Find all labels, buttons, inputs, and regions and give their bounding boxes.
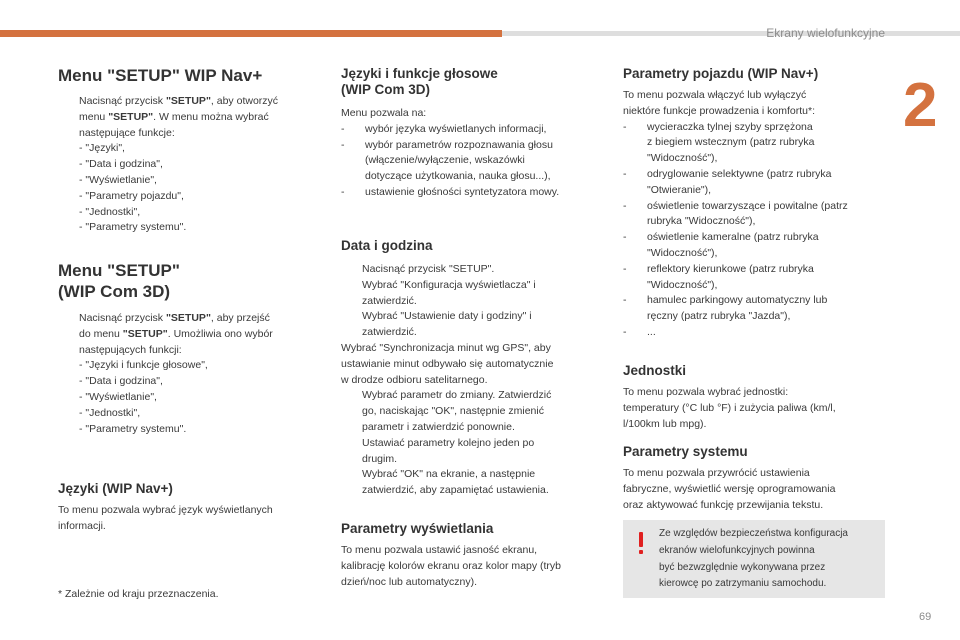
list-item: - "Języki", xyxy=(79,142,125,155)
heading-setup-com3d: Menu "SETUP" (WIP Com 3D) xyxy=(58,261,180,301)
heading-vehicle-params: Parametry pojazdu (WIP Nav+) xyxy=(623,66,819,81)
units-body: To menu pozwala wybrać jednostki: temperatury (°C lub °F) i zużycia paliwa (km/l, l/100km lub mpg). xyxy=(623,386,836,430)
heading-system-params: Parametry systemu xyxy=(623,444,748,459)
list-item: Wybrać "Ustawienie daty i godziny" i xyxy=(362,310,532,323)
setup-com3d-body: Nacisnąć przycisk "SETUP", aby przejść do menu "SETUP". Umożliwia ono wybór następujących funkcji: - "Języki i funkcje głosowe", - "Data i godzina", - "Wyświetlanie", - "Jednostki", - "Parametry systemu". xyxy=(58,311,320,437)
languages-nav-body: To menu pozwala wybrać język wyświetlanych informacji. xyxy=(58,504,273,532)
exclamation-icon xyxy=(636,532,646,554)
system-params-body: To menu pozwala przywrócić ustawienia fabryczne, wyświetlić wersję oprogramowania oraz aktywować funkcję przewijania tekstu. xyxy=(623,467,836,511)
list-item: Wybrać "Konfiguracja wyświetlacza" i xyxy=(362,278,536,291)
footnote: * Zależnie od kraju przeznaczenia. xyxy=(58,588,219,600)
list-item: Ustawiać parametry kolejno jeden po xyxy=(362,436,535,449)
page-number: 69 xyxy=(919,611,932,623)
list-item: - "Wyświetlanie", xyxy=(79,173,157,186)
languages-voice-body: Menu pozwala na: - wybór języka wyświetlanych informacji, - wybór parametrów rozpoznawania głosu (włączenie/wyłączenie, wskazówki dotyczące użytkowania, nauka głosu...), - ustawienie głośności syntetyzatora mowy. xyxy=(341,106,607,201)
heading-languages-nav: Języki (WIP Nav+) xyxy=(58,481,173,496)
heading-setup-nav: Menu "SETUP" WIP Nav+ xyxy=(58,66,263,85)
list-item: - "Języki i funkcje głosowe", xyxy=(79,359,208,372)
list-item: - "Data i godzina", xyxy=(79,158,163,171)
list-item: Wybrać parametr do zmiany. Zatwierdzić xyxy=(362,389,552,402)
safety-note xyxy=(623,520,885,598)
list-item: - wycieraczka tylnej szyby sprzężona xyxy=(623,120,813,133)
heading-units: Jednostki xyxy=(623,363,687,378)
list-item: Wybrać "OK" na ekranie, a następnie xyxy=(362,468,536,481)
list-item: - hamulec parkingowy automatyczny lub xyxy=(623,294,828,307)
list-item: - oświetlenie towarzyszące i powitalne (patrz xyxy=(623,199,848,212)
list-item: - "Parametry pojazdu", xyxy=(79,189,184,202)
safety-note-text: Ze względów bezpieczeństwa konfiguracja ekranów wielofunkcyjnych powinna być bezwzględnie wykonywana przez kierowcę po zatrzymaniu samochodu. xyxy=(659,528,848,590)
list-item: Nacisnąć przycisk "SETUP". xyxy=(362,263,495,275)
header-accent-bar xyxy=(0,30,502,37)
list-item: - wybór parametrów rozpoznawania głosu xyxy=(341,138,553,151)
list-item: - wybór języka wyświetlanych informacji, xyxy=(341,122,547,135)
heading-languages-voice: Języki i funkcje głosowe (WIP Com 3D) xyxy=(341,66,498,97)
list-item: - oświetlenie kameralne (patrz rubryka xyxy=(623,231,819,244)
list-item: - "Wyświetlanie", xyxy=(79,390,157,403)
list-item: - odryglowanie selektywne (patrz rubryka xyxy=(623,167,832,180)
list-item: - ustawienie głośności syntetyzatora mowy. xyxy=(341,185,560,198)
list-item: - "Jednostki", xyxy=(79,205,141,218)
list-item: - reflektory kierunkowe (patrz rubryka xyxy=(623,262,814,275)
list-item: - ... xyxy=(623,325,656,338)
list-item: Nacisnąć przycisk "SETUP", aby przejść xyxy=(79,312,270,324)
heading-display-params: Parametry wyświetlania xyxy=(341,521,494,536)
vehicle-params-body: To menu pozwala włączyć lub wyłączyć niektóre funkcje prowadzenia i komfortu*: - wycieraczka tylnej szyby sprzężona z biegiem wstecznym (patrz rubryka "Widoczność"), - odryglowanie selektywne (patrz rubryka "Otwieranie"), - oświetlenie towarzyszące i powitalne (patrz rubryka "Widoczność"), - oświetlenie kameralne (patrz rubryka "Widoczność"), - reflektory kierunkowe (patrz rubryka "Widoczność"), - hamulec parkingowy automatyczny lub ręczny (patrz rubryka "Jazda"), - ... xyxy=(623,88,889,341)
list-item: - "Jednostki", xyxy=(79,406,141,419)
section-title: Ekrany wielofunkcyjne xyxy=(766,26,885,40)
heading-date-time: Data i godzina xyxy=(341,238,433,253)
list-item: Nacisnąć przycisk "SETUP", aby otworzyć xyxy=(79,95,279,107)
setup-nav-body: Nacisnąć przycisk "SETUP", aby otworzyć menu "SETUP". W menu można wybrać następujące funkcje: - "Języki", - "Data i godzina", - "Wyświetlanie", - "Parametry pojazdu", - "Jednostki", - "Parametry systemu". xyxy=(58,94,320,236)
list-item: - "Parametry systemu". xyxy=(79,221,187,234)
display-params-body: To menu pozwala ustawić jasność ekranu, kalibrację kolorów ekranu oraz kolor mapy (tryb dzień/noc lub automatyczny). xyxy=(341,544,562,588)
date-time-body: Nacisnąć przycisk "SETUP". Wybrać "Konfiguracja wyświetlacza" i zatwierdzić. Wybrać "Ustawienie daty i godziny" i zatwierdzić. Wybrać "Synchronizacja minut wg GPS", aby ustawianie minut odbywało się automatycznie w drodze odbioru satelitarnego. Wybrać parametr do zmiany. Zatwierdzić go, naciskając "OK", następnie zmienić parametr i zatwierdzić ponownie. Ustawiać parametry kolejno jeden po drugim. Wybrać "OK" na ekranie, a następnie zatwierdzić, aby zapamiętać ustawienia. xyxy=(341,262,607,499)
list-item: - "Data i godzina", xyxy=(79,375,163,388)
list-item: - "Parametry systemu". xyxy=(79,422,187,435)
chapter-number: 2 xyxy=(903,71,938,140)
